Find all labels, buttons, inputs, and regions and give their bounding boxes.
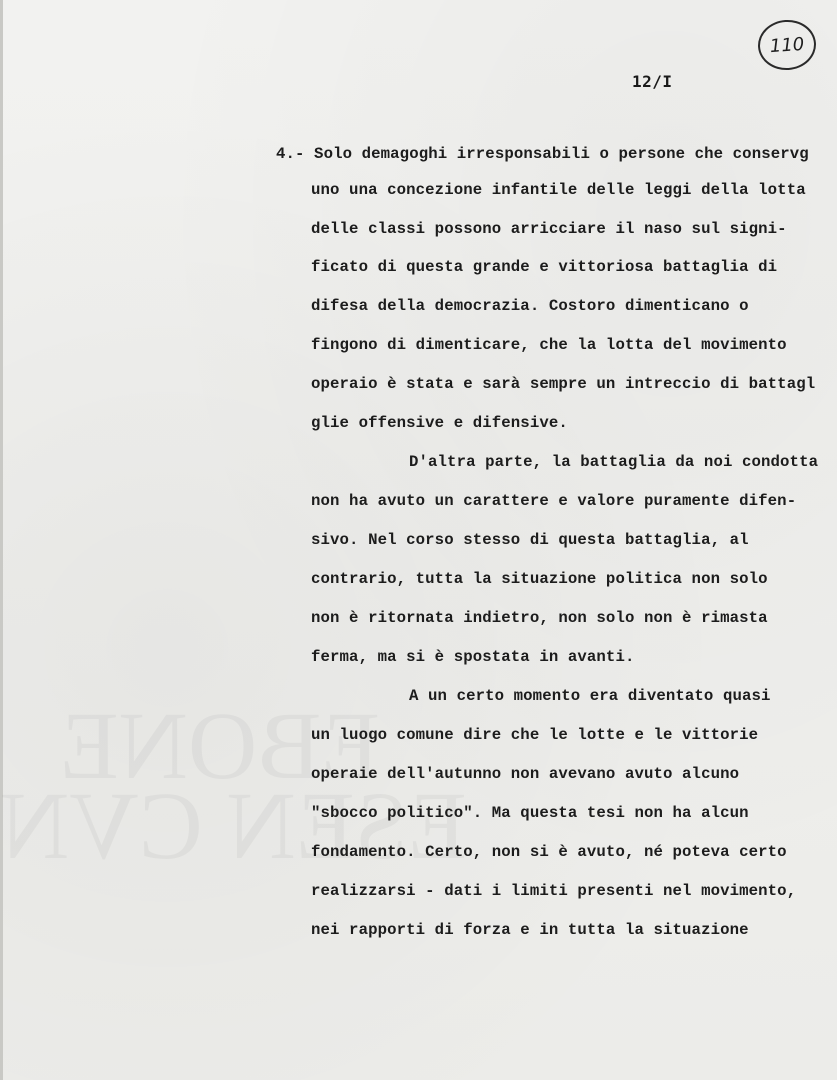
text-line: fondamento. Certo, non si è avuto, né poteva certo <box>311 843 787 861</box>
paper-edge <box>0 0 3 1080</box>
text-line: contrario, tutta la situazione politica non solo <box>311 570 768 588</box>
text-line: un luogo comune dire che le lotte e le vittorie <box>311 726 759 744</box>
text-line: 4.- Solo demagoghi irresponsabili o persone che conservg <box>276 145 809 163</box>
text-line: glie offensive e difensive. <box>311 414 568 432</box>
text-line: difesa della democrazia. Costoro dimenticano o <box>311 297 749 315</box>
text-line: operaio è stata e sarà sempre un intreccio di battagl <box>311 375 816 393</box>
text-line: non è ritornata indietro, non solo non è rimasta <box>311 609 768 627</box>
archive-stamp <box>756 18 817 72</box>
text-line: uno una concezione infantile delle leggi della lotta <box>311 181 806 199</box>
text-line: D'altra parte, la battaglia da noi condotta <box>409 453 819 471</box>
text-line: nei rapporti di forza e in tutta la situazione <box>311 921 749 939</box>
text-line: realizzarsi - dati i limiti presenti nel movimento, <box>311 882 797 900</box>
text-line: A un certo momento era diventato quasi <box>409 687 771 705</box>
text-line: fingono di dimenticare, che la lotta del movimento <box>311 336 787 354</box>
text-line: sivo. Nel corso stesso di questa battaglia, al <box>311 531 749 549</box>
text-line: "sbocco politico". Ma questa tesi non ha alcun <box>311 804 749 822</box>
page-number: 12/I <box>632 72 673 91</box>
text-line: ficato di questa grande e vittoriosa battaglia di <box>311 258 778 276</box>
text-line: delle classi possono arricciare il naso sul signi- <box>311 220 787 238</box>
bleed-through-text <box>0 770 467 881</box>
text-line: ferma, ma si è spostata in avanti. <box>311 648 635 666</box>
text-line: operaie dell'autunno non avevano avuto alcuno <box>311 765 740 783</box>
stamp-number: 110 <box>769 33 805 57</box>
text-line: non ha avuto un carattere e valore puramente difen- <box>311 492 797 510</box>
